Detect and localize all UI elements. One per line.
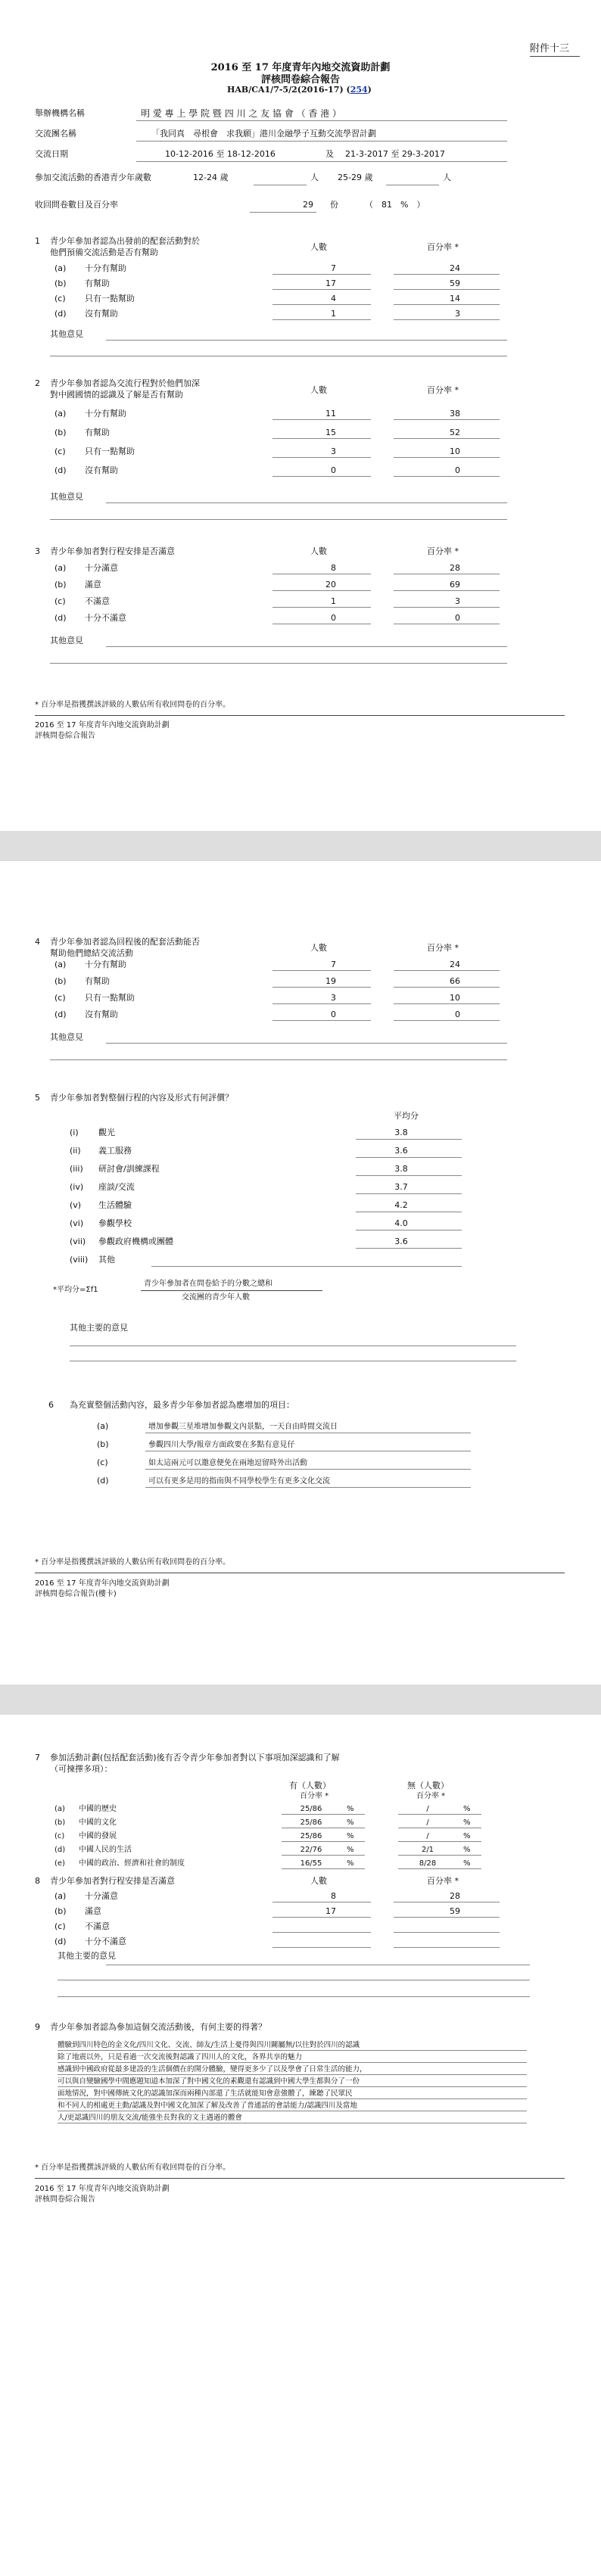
q5-row-key: (v) — [70, 1200, 82, 1210]
q8-count-underline — [272, 1947, 371, 1948]
q4-row-label: 有幫助 — [85, 976, 110, 986]
q7-row-key: (a) — [54, 1805, 65, 1813]
q1-other-label: 其他意見 — [50, 329, 83, 339]
code-number: 254 — [350, 85, 368, 95]
q5-row-label: 生活體驗 — [98, 1200, 132, 1210]
q8-title: 青少年參加者對行程安排是否滿意 — [50, 1876, 175, 1886]
q5-row-label: 義工服務 — [98, 1146, 132, 1156]
q2-row-count: 3 — [331, 446, 336, 456]
q7-row-yes-pct: % — [347, 1859, 354, 1868]
q7-row-no: / — [426, 1818, 429, 1827]
q2-number: 2 — [35, 378, 40, 388]
q3-pct-underline — [394, 590, 500, 591]
q2-row-pct: 0 — [455, 465, 460, 475]
q7-row-yes: 25/86 — [300, 1805, 322, 1813]
q6-row-key: (d) — [97, 1476, 109, 1486]
q4-row-label: 十分有幫助 — [85, 960, 126, 969]
q2-pct-header: 百分率 * — [427, 385, 459, 395]
q7-row-no: / — [426, 1832, 429, 1840]
q2-other-label: 其他意見 — [50, 492, 83, 502]
q8-row-key: (a) — [54, 1891, 67, 1901]
q6-title: 為充實整個活動內容，最多青少年參加者認為應增加的項目： — [70, 1400, 294, 1410]
q5-row-value: 3.6 — [394, 1237, 408, 1246]
q3-row-count: 8 — [331, 563, 336, 573]
q7-no-underline — [398, 1841, 481, 1842]
q3-row-label: 不滿意 — [85, 596, 110, 606]
q7-row-yes: 25/86 — [300, 1832, 322, 1840]
q8-row-label: 滿意 — [85, 1906, 101, 1916]
q8-row-label: 不滿意 — [85, 1921, 110, 1931]
q7-row-key: (b) — [54, 1818, 66, 1827]
q4-pct-underline — [394, 987, 500, 988]
q4-title-1: 青少年參加者認為回程後的配套活動能否 — [50, 937, 200, 947]
q4-row-pct: 66 — [450, 976, 460, 986]
q5-row-value: 4.2 — [394, 1200, 408, 1210]
q3-pct-header: 百分率 * — [427, 546, 459, 556]
q5-row-value: 4.0 — [394, 1218, 408, 1228]
q2-row-label: 只有一點幫助 — [85, 446, 135, 456]
q4-other-label: 其他意見 — [50, 1032, 83, 1042]
footnote-3: * 百分率是指獲撰該評級的人數佔所有收回問卷的百分率。 — [35, 2164, 231, 2172]
q7-row-yes-pct: % — [347, 1818, 354, 1827]
prog-label: 交流團名稱 — [35, 129, 76, 138]
doc-title-1: 2016 至 17 年度青年內地交流資助計劃 — [210, 62, 391, 73]
q7-yes-underline — [282, 1868, 365, 1869]
q7-row-no-pct: % — [463, 1832, 471, 1840]
q2-pct-underline — [394, 419, 500, 420]
q7-row-label: 中國人民的生活 — [79, 1846, 132, 1854]
q1-row-pct: 24 — [450, 263, 460, 273]
q7-no-underline — [398, 1868, 481, 1869]
q2-row-pct: 52 — [450, 428, 460, 437]
q7-number: 7 — [35, 1753, 40, 1762]
q4-count-underline — [272, 1003, 371, 1004]
q6-row-text: 如太這兩元可以邀意便免在兩地逗留時外出活動 — [148, 1459, 307, 1467]
q1-row-count: 17 — [325, 278, 336, 288]
q2-row-count: 11 — [325, 409, 336, 418]
q3-row-count: 0 — [331, 613, 336, 623]
q8-people-header: 人數 — [310, 1876, 327, 1886]
q7-row-no: 2/1 — [421, 1846, 434, 1854]
q4-pct-underline — [394, 1020, 500, 1021]
q1-row-pct: 3 — [455, 309, 460, 319]
q2-row-label: 沒有幫助 — [85, 465, 118, 475]
q4-row-key: (d) — [54, 1010, 67, 1019]
q3-row-pct: 69 — [450, 580, 460, 590]
q1-number: 1 — [35, 236, 40, 246]
q7-yes-underline — [282, 1814, 365, 1815]
q1-row-key: (a) — [54, 263, 67, 273]
q5-row-value: 3.7 — [394, 1182, 408, 1192]
q1-pct-underline — [394, 304, 500, 305]
q7-row-key: (e) — [54, 1859, 65, 1868]
page-1 — [0, 0, 601, 831]
q9-answer-line: 面地情況，對中國傳統文化的認識加深而兩種內部還了生活就能知會意強體了，練聽了民眾民 — [58, 2089, 353, 2098]
q4-row-count: 3 — [331, 993, 336, 1003]
q3-row-key: (a) — [54, 563, 67, 573]
q4-pct-header: 百分率 * — [427, 943, 459, 953]
q8-row-label: 十分不滿意 — [85, 1937, 126, 1946]
q4-pct-underline — [394, 970, 500, 971]
q8-other-main-1: 其他主要的意見 — [58, 1951, 116, 1961]
q1-people-header: 人數 — [310, 242, 327, 252]
q4-row-pct: 24 — [450, 960, 460, 969]
q9-answer-line: 可以與自變驗國學中間應題知道本加深了對中國文化的素觀還有認識到中國大學生都與分了一份 — [58, 2077, 360, 2086]
q5-row-key: (vii) — [70, 1237, 86, 1246]
q8-row-count: 17 — [325, 1906, 336, 1916]
q7-row-yes: 25/86 — [300, 1818, 322, 1827]
q1-title-1: 青少年參加者認為出發前的配套活動對於 — [50, 236, 200, 246]
q5-row-label: 研討會/訓練課程 — [98, 1164, 160, 1174]
q2-row-key: (c) — [54, 446, 66, 456]
q3-row-count: 1 — [331, 596, 336, 606]
q1-count-underline — [272, 304, 371, 305]
q8-pct-header: 百分率 * — [427, 1876, 459, 1886]
q5-value-underline — [356, 1157, 462, 1158]
q2-row-pct: 38 — [450, 409, 460, 418]
q9-answer-underline — [58, 2098, 527, 2099]
q7-row-label: 中國的發展 — [79, 1832, 117, 1840]
q9-answer-underline — [58, 2062, 527, 2063]
code-suffix: ) — [367, 85, 372, 95]
q7-row-no: / — [426, 1805, 429, 1813]
q3-count-underline — [272, 590, 371, 591]
q5-row-value: 3.8 — [394, 1128, 408, 1137]
q5-row-label: 參觀政府機構或團體 — [98, 1237, 173, 1246]
q1-row-label: 沒有幫助 — [85, 309, 118, 319]
q7-row-no-pct: % — [463, 1818, 471, 1827]
q4-row-count: 0 — [331, 1010, 336, 1019]
q5-row-key: (ii) — [70, 1146, 81, 1156]
q2-people-header: 人數 — [310, 385, 327, 395]
q3-row-label: 十分不滿意 — [85, 613, 126, 623]
q1-row-label: 十分有幫助 — [85, 263, 126, 273]
q3-row-pct: 3 — [455, 596, 460, 606]
footer-1a: 2016 至 17 年度青年內地交流資助計劃 — [35, 721, 170, 730]
q1-title-2: 他們預備交流活動是否有幫助 — [50, 247, 158, 257]
q2-pct-underline — [394, 457, 500, 458]
q6-row-underline — [145, 1469, 471, 1470]
q3-count-underline — [272, 607, 371, 608]
prog-value: 「我同真 尋根會 求我願」港川金融學子互動交流學習計劃 — [151, 129, 376, 138]
q5-row-value: 3.8 — [394, 1164, 408, 1174]
q3-title-1: 青少年參加者對行程安排是否滿意 — [50, 546, 175, 556]
q5-row-key: (iv) — [70, 1182, 84, 1192]
footer-2b: 評核問卷綜合報告(樓卡) — [35, 1590, 117, 1598]
q5-formula-left: *平均分=Σf1 — [53, 1286, 98, 1294]
q4-pct-underline — [394, 1003, 500, 1004]
q1-count-underline — [272, 289, 371, 290]
q1-count-underline — [272, 319, 371, 320]
footer-2a: 2016 至 17 年度青年內地交流資助計劃 — [35, 1579, 170, 1588]
q3-pct-underline — [394, 607, 500, 608]
q3-other-label: 其他意見 — [50, 636, 83, 646]
q2-pct-underline — [394, 438, 500, 439]
q5-formula-top: 青少年參加者在問卷給予的分數之總和 — [144, 1280, 272, 1288]
q3-row-label: 十分滿意 — [85, 563, 118, 573]
q6-row-text: 參觀四川大學/報章方面政要在多點有意見仔 — [148, 1441, 295, 1449]
q4-row-key: (a) — [54, 960, 67, 969]
q7-yes-underline — [282, 1841, 365, 1842]
q4-people-header: 人數 — [310, 943, 327, 953]
q5-value-underline — [356, 1175, 462, 1176]
q5-avg-header: 平均分 — [394, 1111, 419, 1121]
q2-pct-underline — [394, 476, 500, 477]
q7-row-label: 中國的文化 — [79, 1818, 117, 1827]
q7-yes-pct-header: 百分率 * — [300, 1792, 329, 1800]
doc-code — [227, 85, 372, 95]
q1-count-underline — [272, 274, 371, 275]
q5-row-key: (i) — [70, 1128, 79, 1137]
footer-1b: 評核問卷綜合報告 — [35, 732, 95, 740]
page-3 — [0, 1715, 601, 2576]
q4-row-pct: 10 — [450, 993, 460, 1003]
q1-row-pct: 14 — [450, 294, 460, 303]
q8-row-label: 十分滿意 — [85, 1891, 118, 1901]
footer-3b: 評核問卷綜合報告 — [35, 2195, 95, 2204]
q5-value-underline — [356, 1193, 462, 1194]
return-pct: （ 81 % ） — [365, 200, 425, 210]
q1-row-label: 只有一點幫助 — [85, 294, 135, 303]
q2-row-key: (d) — [54, 465, 67, 475]
q7-row-yes: 22/76 — [300, 1846, 322, 1854]
q8-count-underline — [272, 1932, 371, 1933]
q4-row-count: 7 — [331, 960, 336, 969]
q5-other-underline — [151, 1266, 462, 1267]
q7-no-underline — [398, 1855, 481, 1856]
q9-answer-underline — [58, 2086, 527, 2087]
q5-row-label: 座談/交流 — [98, 1182, 135, 1192]
age-value-1: 12-24 歲 — [193, 173, 229, 182]
q8-row-key: (c) — [54, 1921, 66, 1931]
q7-no-underline — [398, 1814, 481, 1815]
q3-number: 3 — [35, 546, 40, 556]
q5-row-key: (iii) — [70, 1164, 83, 1174]
q3-row-label: 滿意 — [85, 580, 101, 590]
q7-row-label: 中國的政治、經濟和社會的制度 — [79, 1859, 185, 1868]
q1-pct-underline — [394, 274, 500, 275]
q7-row-no: 8/28 — [419, 1859, 437, 1868]
q8-row-key: (d) — [54, 1937, 67, 1946]
q1-row-key: (b) — [54, 278, 67, 288]
q9-answer-line: 人/更認識四川的朋友交流/能強坐長對我的文主遇過的體會 — [58, 2114, 242, 2122]
q4-count-underline — [272, 1020, 371, 1021]
q2-row-count: 15 — [325, 428, 336, 437]
q6-row-text: 可以有更多是用的指南與不同學校學生有更多文化交流 — [148, 1477, 330, 1486]
q2-title-1: 青少年參加者認為交流行程對於他們加深 — [50, 378, 200, 388]
q5-number: 5 — [35, 1093, 40, 1103]
q9-answer-line: 除了地震以外，只是看過一次交流後對認識了四川人的文化，各界共享的魅力 — [58, 2053, 303, 2061]
q1-pct-underline — [394, 289, 500, 290]
q1-row-count: 4 — [331, 294, 336, 303]
q2-title-2: 對中國國情的認識及了解是否有幫助 — [50, 390, 183, 400]
q9-answer-underline — [58, 2074, 527, 2075]
q3-row-count: 20 — [325, 580, 336, 590]
q7-row-label: 中國的歷史 — [79, 1805, 117, 1813]
q8-row-count: 8 — [331, 1891, 336, 1901]
q2-row-label: 有幫助 — [85, 428, 110, 437]
q7-row-no-pct: % — [463, 1846, 471, 1854]
annex-label: 附件十三 — [530, 43, 570, 54]
q9-answer-line: 感識到中國政府從最多建設的生活個價在的開分體驗，變得更多少了以及學會了日常生活的能力， — [58, 2065, 367, 2074]
q7-row-key: (c) — [54, 1832, 65, 1840]
return-label: 收回問卷數目及百分率 — [35, 200, 118, 210]
q6-row-key: (b) — [97, 1439, 109, 1449]
q5-row-label: 參觀學校 — [98, 1218, 132, 1228]
org-label: 舉辦機構名稱 — [35, 108, 85, 118]
q2-row-pct: 10 — [450, 446, 460, 456]
q9-title: 青少年參加者認為參加這個交流活動後，有何主要的得著？ — [50, 2022, 266, 2032]
q6-row-key: (c) — [97, 1458, 108, 1467]
q5-title: 青少年參加者對整個行程的內容及形式有何評價？ — [50, 1093, 233, 1103]
q1-pct-underline — [394, 319, 500, 320]
q6-row-text: 增加參觀三星堆增加參觀文內景點，一天自由時間交流日 — [148, 1423, 338, 1431]
q4-title-2: 幫助他們總結交流活動 — [50, 948, 133, 958]
q7-row-yes-pct: % — [347, 1805, 354, 1813]
org-value: 明 愛 專 上 學 院 暨 四 川 之 友 協 會 （ 香 港 ） — [141, 108, 342, 119]
q5-row-value: 3.6 — [394, 1146, 408, 1156]
q5-row-key: (vi) — [70, 1218, 84, 1228]
q1-row-count: 7 — [331, 263, 336, 273]
q1-row-label: 有幫助 — [85, 278, 110, 288]
q2-row-key: (b) — [54, 428, 67, 437]
q3-row-key: (d) — [54, 613, 67, 623]
q7-no-header: 無（人數） — [407, 1781, 449, 1790]
q2-row-key: (a) — [54, 409, 67, 418]
q8-row-key: (b) — [54, 1906, 67, 1916]
age-label: 參加交流活動的香港青少年歲數 — [35, 173, 151, 182]
q1-row-pct: 59 — [450, 278, 460, 288]
doc-title-2: 評核問卷綜合報告 — [260, 74, 340, 86]
q8-row-pct: 59 — [450, 1906, 460, 1916]
q5-row-key: (viii) — [70, 1255, 89, 1265]
q7-title-2: （可揀擇多項）： — [50, 1764, 113, 1774]
q9-number: 9 — [35, 2022, 40, 2032]
q7-row-key: (d) — [54, 1846, 66, 1854]
q7-no-pct-header: 百分率 * — [416, 1792, 446, 1800]
q5-formula-bottom: 交流團的青少年人數 — [182, 1293, 250, 1302]
q3-row-key: (c) — [54, 596, 66, 606]
q4-row-key: (b) — [54, 976, 67, 986]
q5-row-label: 其他 — [98, 1255, 115, 1265]
q3-row-key: (b) — [54, 580, 67, 590]
code-prefix: HAB/CA1/7-5/2(2016-17) ( — [227, 85, 350, 95]
count-2-unit: 人 — [443, 173, 451, 182]
q8-pct-underline — [394, 1917, 500, 1918]
q5-other-main: 其他主要的意見 — [70, 1323, 128, 1333]
q3-people-header: 人數 — [310, 546, 327, 556]
q1-row-key: (d) — [54, 309, 67, 319]
q7-row-yes: 16/55 — [300, 1859, 322, 1868]
date-value-2: 21-3-2017 至 29-3-2017 — [345, 149, 445, 159]
q2-count-underline — [272, 419, 371, 420]
q1-row-count: 1 — [331, 309, 336, 319]
q9-answer-underline — [58, 2050, 527, 2051]
q2-count-underline — [272, 438, 371, 439]
q4-row-label: 沒有幫助 — [85, 1010, 118, 1019]
count-1-unit: 人 — [310, 173, 319, 182]
q4-count-underline — [272, 987, 371, 988]
q4-row-key: (c) — [54, 993, 66, 1003]
q2-count-underline — [272, 457, 371, 458]
q3-row-pct: 28 — [450, 563, 460, 573]
q1-pct-header: 百分率 * — [427, 242, 459, 252]
q7-row-yes-pct: % — [347, 1832, 354, 1840]
q6-number: 6 — [48, 1400, 54, 1410]
q4-row-label: 只有一點幫助 — [85, 993, 135, 1003]
date-value-1: 10-12-2016 至 18-12-2016 — [165, 149, 276, 159]
q8-count-underline — [272, 1917, 371, 1918]
q7-yes-underline — [282, 1855, 365, 1856]
q7-row-yes-pct: % — [347, 1846, 354, 1854]
q8-pct-underline — [394, 1932, 500, 1933]
return-unit: 份 — [330, 200, 338, 210]
q4-number: 4 — [35, 937, 40, 947]
return-count: 29 — [303, 200, 313, 210]
q7-row-no-pct: % — [463, 1859, 471, 1868]
q7-yes-header: 有（人數） — [289, 1781, 331, 1790]
q9-answer-line: 體驗到四川特色的金文化/四川文化、交流、師友/生活上憂得與四川關屬無/以往對於四川的認識 — [58, 2041, 360, 2049]
footnote-1: * 百分率是指獲撰該評級的人數佔所有收回問卷的百分率。 — [35, 701, 231, 709]
q5-value-underline — [356, 1139, 462, 1140]
page-2 — [0, 861, 601, 1685]
date-and: 及 — [325, 149, 334, 159]
q6-row-key: (a) — [97, 1421, 109, 1431]
q2-count-underline — [272, 476, 371, 477]
q7-title: 參加活動計劃(包括配套活動)後有否令青少年參加者對以下事項加深認識和了解 — [50, 1753, 340, 1762]
q4-row-count: 19 — [325, 976, 336, 986]
date-label: 交流日期 — [35, 149, 68, 159]
q9-answer-line: 和不同人的相處更主動/認識及對中國文化加深了解及改善了普通話的會話能力/認識四川及當地 — [58, 2102, 357, 2110]
q2-row-count: 0 — [331, 465, 336, 475]
q8-row-pct: 28 — [450, 1891, 460, 1901]
q8-pct-underline — [394, 1947, 500, 1948]
q1-row-key: (c) — [54, 294, 66, 303]
footer-3a: 2016 至 17 年度青年內地交流資助計劃 — [35, 2185, 170, 2193]
q6-row-underline — [145, 1487, 471, 1488]
q5-value-underline — [356, 1248, 462, 1249]
q7-row-no-pct: % — [463, 1805, 471, 1813]
q3-row-pct: 0 — [455, 613, 460, 623]
q8-number: 8 — [35, 1876, 40, 1886]
q4-count-underline — [272, 970, 371, 971]
age-value-2: 25-29 歲 — [338, 173, 373, 182]
q4-row-pct: 0 — [455, 1010, 460, 1019]
q5-row-label: 觀光 — [98, 1128, 115, 1137]
footnote-2: * 百分率是指獲撰該評級的人數佔所有收回問卷的百分率。 — [35, 1558, 231, 1566]
q2-row-label: 十分有幫助 — [85, 409, 126, 418]
